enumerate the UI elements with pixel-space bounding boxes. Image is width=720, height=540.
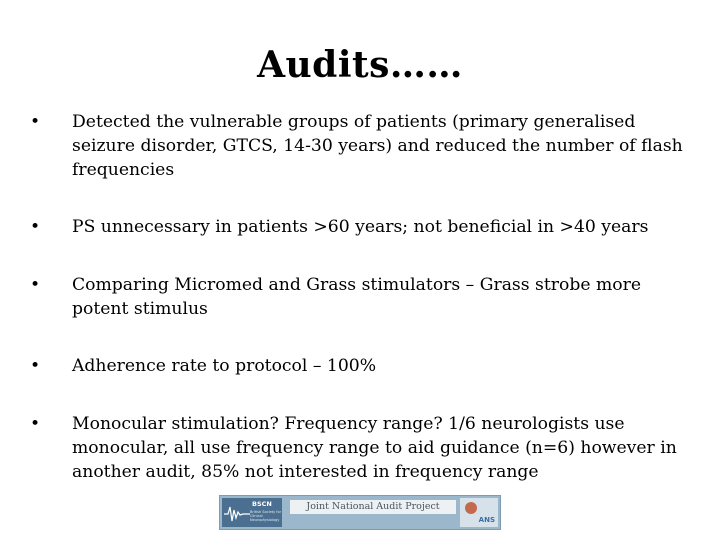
bscn-logo-text: BSCN: [252, 500, 272, 508]
banner-title: Joint National Audit Project: [306, 501, 440, 512]
bullet-text: Detected the vulnerable groups of patients (primary generalised seizure disorder, GTCS, 14-30 years) and reduced the number of flash frequencies: [72, 112, 683, 180]
ans-logo: [460, 498, 498, 527]
bullet-marker: •: [30, 112, 41, 132]
bscn-logo: [222, 498, 282, 527]
ans-logo-text: ANS: [478, 516, 495, 524]
bullet-text: Adherence rate to protocol – 100%: [72, 356, 377, 376]
bullet-text: Comparing Micromed and Grass stimulators – Grass strobe more potent stimulus: [72, 275, 642, 319]
slide-title: Audits……: [257, 44, 463, 86]
bullet-item: [30, 412, 690, 484]
banner-title-box: [290, 500, 456, 514]
bullet-marker: •: [30, 217, 41, 237]
bullet-item: [30, 215, 690, 239]
bullet-text: Monocular stimulation? Frequency range? 1/6 neurologists use monocular, all use frequency range to aid guidance (n=6) however in another audit, 85% not interested in frequency range: [72, 414, 677, 482]
bullet-text: PS unnecessary in patients >60 years; not beneficial in >40 years: [72, 217, 649, 237]
bscn-logo-subtext: British Society for Clinical Neurophysiology: [250, 510, 282, 522]
ans-emblem-icon: [465, 502, 477, 514]
bullet-marker: •: [30, 414, 41, 434]
audit-project-banner: [219, 495, 501, 530]
bullet-item: [30, 110, 690, 182]
bullet-marker: •: [30, 356, 41, 376]
bullet-item: [30, 354, 690, 378]
eeg-wave-icon: [224, 503, 250, 525]
bullet-marker: •: [30, 275, 41, 295]
bullet-item: [30, 273, 690, 321]
